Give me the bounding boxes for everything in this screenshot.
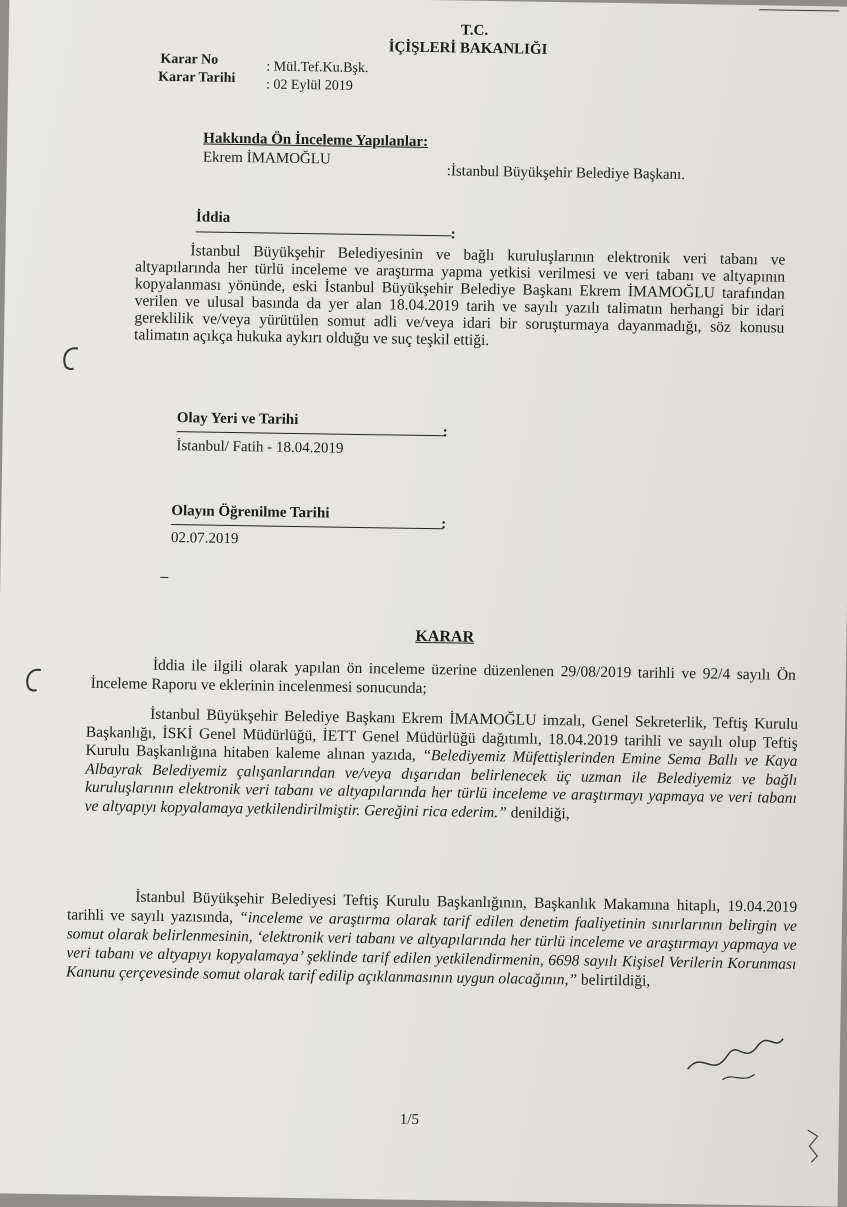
claim-paragraph: İstanbul Büyükşehir Belediyesinin ve bağlı kuruluşlarının elektronik veri tabanı ve altyapılarında her türlü inceleme ve araştırma yapma yetkisi verilmesi ve veri tabanı ve altyapının kopyalanması yönünde, eski İstanbul Büyükşehir Belediye Başkanı Ekrem İMAMOĞLU tarafından verilen ve ulusal basında da yer alan 18.04.2019 tarih ve sayılı yazılı talimatın herhangi bir idari gereklilik ve/veya yürütülen somut adli ve/veya idari bir soruşturmaya dayanmadığı, söz konusu talimatın açıkça hukuka aykırı olduğu ve suç teşkil ettiği. bbox=[133, 242, 786, 349]
decision-paragraph-1: İddia ile ilgili olarak yapılan ön inceleme üzerine düzenlenen 29/08/2019 tarihli ve 92/4 sayılı Ön İnceleme Raporu ve eklerinin incelenmesi sonucunda; bbox=[90, 656, 796, 698]
event-place-colon: : bbox=[442, 424, 448, 441]
edge-scribble bbox=[803, 1126, 824, 1166]
p3-quote: “inceleme ve araştırma olarak tarif edilen denetim faaliyetinin sınırlarının belirgin ve somut olarak belirlenmesinin, ‘elektronik veri tabanı ve altyapılarında her türlü inceleme ve araştırmayı yapmaya ve veri tabanı ve altyapıyı kopyalamaya’ şeklinde tarif edilen yetkilendirmenin, 6698 sayılı Kişisel Verilerin Korunması Kanunu çerçevesinde somut olarak tarif edilip açıklanmasının uygun olacağının,” bbox=[65, 909, 798, 989]
decision-no-label: Karar No bbox=[160, 51, 219, 68]
decision-no-value: : Mül.Tef.Ku.Bşk. bbox=[266, 59, 369, 77]
learned-date-colon: : bbox=[441, 516, 447, 533]
decision-date-label: Karar Tarihi bbox=[158, 69, 236, 86]
subject-title: :İstanbul Büyükşehir Belediye Başkanı. bbox=[446, 163, 686, 184]
margin-bracket-mark-2 bbox=[18, 666, 48, 694]
event-place-heading: Olay Yeri ve Tarihi bbox=[176, 410, 299, 429]
claim-heading-rule bbox=[196, 231, 452, 236]
claim-heading: İddia bbox=[195, 209, 231, 226]
learned-date-heading: Olayın Öğrenilme Tarihi bbox=[171, 503, 330, 522]
claim-colon: : bbox=[450, 226, 456, 243]
p3-tail: belirtildiği, bbox=[576, 971, 651, 990]
margin-bracket-mark bbox=[56, 344, 86, 372]
p2-tail: denildiği, bbox=[506, 803, 570, 822]
event-place-value: İstanbul/ Fatih - 18.04.2019 bbox=[176, 438, 344, 457]
decision-heading: KARAR bbox=[415, 627, 475, 646]
subject-heading: Hakkında Ön İnceleme Yapılanlar: bbox=[203, 130, 429, 151]
decision-paragraph-3 bbox=[66, 886, 797, 992]
learned-date-value: 02.07.2019 bbox=[170, 530, 239, 548]
learned-date-rule bbox=[171, 524, 443, 529]
p3-plain-text: İstanbul Büyükşehir Belediyesi Teftiş Kurulu Başkanlığının, Başkanlık Makamına hitaplı, 19.04.2019 tarihli ve sayılı yazısında, bbox=[66, 888, 798, 927]
top-edge-line bbox=[759, 9, 839, 11]
ministry-header: İÇİŞLERİ BAKANLIĞI bbox=[388, 39, 548, 58]
event-place-rule bbox=[177, 431, 445, 436]
page-number: 1/5 bbox=[399, 1111, 420, 1128]
decision-date-value: : 02 Eylül 2019 bbox=[265, 77, 353, 94]
stray-mark bbox=[160, 577, 168, 578]
decision-paragraph-2 bbox=[85, 705, 799, 827]
p2-plain-text: İstanbul Büyükşehir Belediye Başkanı Ekrem İMAMOĞLU imzalı, Genel Sekreterlik, Teftiş Kurulu Başkanlığı, İSKİ Genel Müdürlüğü, İETT Genel Müdürlüğü dağıtımlı, 18.04.2019 tarihli ve sayılı olup Teftiş Kurulu Başkanlığına hitaben kaleme alınan yazıda, bbox=[85, 705, 799, 765]
country-header: T.C. bbox=[460, 22, 489, 39]
subject-name: Ekrem İMAMOĞLU bbox=[202, 149, 331, 168]
p2-quote: “Belediyemiz Müfettişlerinden Emine Sema Ballı ve Kaya Albayrak Belediyemiz çalışanlarından ve/veya dışarıdan belirlenecek üç uzman ile Belediyemiz ve bağlı kuruluşlarının elektronik veri tabanı ve altyapılarında her türlü inceleme ve araştırmayı yapmaya ve veri tabanı ve altyapıyı kopyalamaya yetkilendirilmiştir. Gereğini rica ederim.” bbox=[84, 747, 798, 821]
signature-scribble bbox=[682, 1009, 793, 1091]
